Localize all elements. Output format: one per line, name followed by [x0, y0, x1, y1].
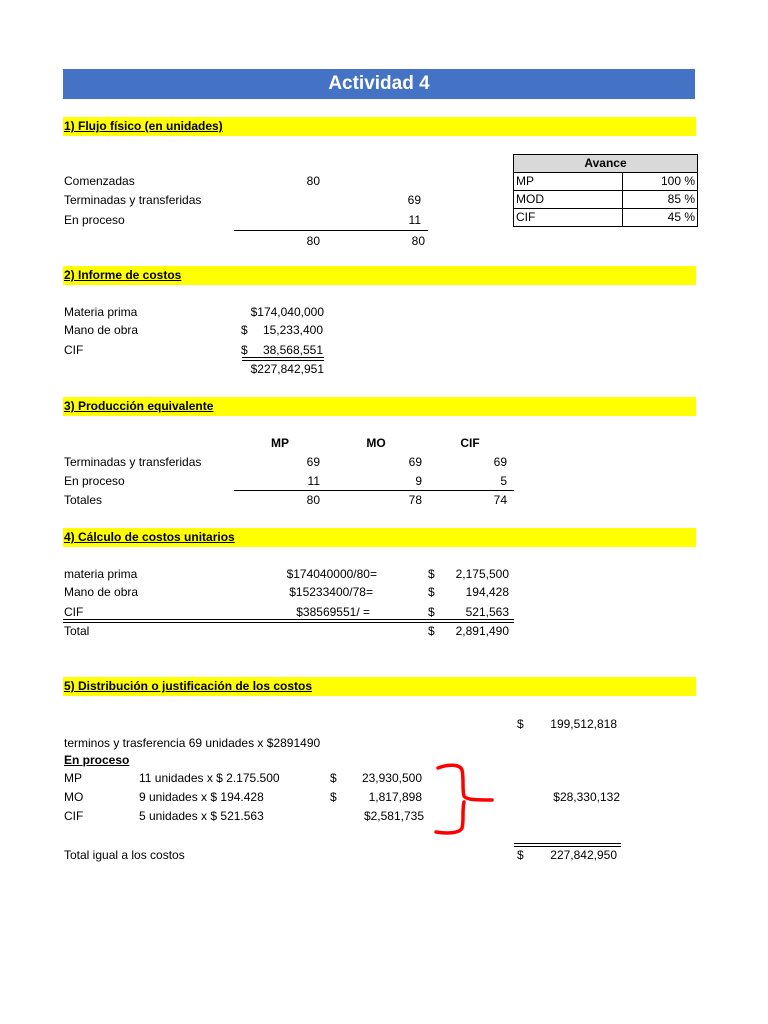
row-label-materia-prima: Materia prima — [64, 305, 138, 319]
section-heading-costos-unitarios: 4) Cálculo de costos unitarios — [63, 528, 696, 547]
cell-value: 74 — [493, 493, 507, 507]
total-value: 227,842,950 — [550, 848, 617, 862]
dollar-sign: $ — [428, 567, 435, 581]
total-informe: $227,842,951 — [250, 362, 324, 376]
dollar-sign: $ — [517, 717, 524, 731]
avance-label: MP — [514, 173, 623, 191]
row-label: Totales — [64, 493, 103, 507]
cell-value: 5 — [500, 474, 507, 488]
row-label-en-proceso: En proceso — [64, 213, 125, 227]
avance-header: Avance — [514, 155, 698, 173]
row-label: CIF — [64, 809, 84, 823]
row-label: materia prima — [64, 567, 138, 581]
row-label-comenzadas: Comenzadas — [64, 174, 135, 188]
section-heading-informe: 2) Informe de costos — [63, 266, 696, 285]
row-label: Terminadas y transferidas — [64, 455, 202, 469]
formula: $15233400/78= — [289, 585, 373, 599]
en-proceso-total: $28,330,132 — [553, 790, 620, 804]
curly-bracket-annotation — [434, 760, 496, 836]
dollar-sign: $ — [241, 323, 248, 337]
cell-value: 78 — [408, 493, 422, 507]
dollar-sign: $ — [330, 771, 337, 785]
terminadas-value: 199,512,818 — [550, 717, 617, 731]
col-header-cif: CIF — [460, 436, 480, 450]
total-label: Total igual a los costos — [64, 848, 185, 862]
cell-value: 1,817,898 — [368, 790, 422, 804]
cell-value: 69 — [493, 455, 507, 469]
total-value: 2,891,490 — [455, 624, 509, 638]
row-label: En proceso — [64, 474, 125, 488]
avance-value: 45 % — [623, 209, 698, 227]
formula: $174040000/80= — [286, 567, 377, 581]
cell-value: $2,581,735 — [363, 809, 424, 823]
section-heading-flujo: 1) Flujo físico (en unidades) — [63, 117, 696, 136]
total-col2: 80 — [411, 234, 425, 248]
value-terminadas: 69 — [407, 193, 421, 207]
cell-value: 23,930,500 — [361, 771, 422, 785]
en-proceso-label: En proceso — [64, 753, 130, 767]
row-label: CIF — [64, 605, 84, 619]
row-label-terminadas: Terminadas y transferidas — [64, 193, 202, 207]
row-label-cif: CIF — [64, 343, 84, 357]
value-comenzadas: 80 — [306, 174, 320, 188]
divider — [234, 230, 428, 231]
total-label: Total — [64, 624, 90, 638]
value-en-proceso: 11 — [408, 213, 421, 227]
section-heading-produccion: 3) Producción equivalente — [63, 397, 696, 416]
terminos-text: terminos y trasferencia 69 unidades x $2891490 — [64, 736, 321, 750]
avance-table — [513, 154, 698, 227]
cell-value: 9 — [415, 474, 422, 488]
row-label: MP — [64, 771, 82, 785]
formula: $38569551/ = — [296, 605, 370, 619]
dollar-sign: $ — [428, 605, 435, 619]
cell-value: 194,428 — [465, 585, 509, 599]
divider — [234, 490, 514, 491]
col-header-mp: MP — [271, 436, 289, 450]
col-header-mo: MO — [366, 436, 386, 450]
section-heading-distribucion: 5) Distribución o justificación de los costos — [63, 677, 696, 696]
dollar-sign: $ — [241, 343, 248, 357]
dollar-sign: $ — [428, 624, 435, 638]
row-desc: 11 unidades x $ 2.175.500 — [139, 771, 280, 785]
page-title: Actividad 4 — [63, 69, 695, 99]
cell-value: 69 — [408, 455, 422, 469]
avance-value: 85 % — [623, 191, 698, 209]
row-label-mano-obra: Mano de obra — [64, 323, 139, 337]
value-mano-obra: 15,233,400 — [262, 323, 323, 337]
value-cif: 38,568,551 — [262, 343, 323, 357]
row-label: MO — [64, 790, 84, 804]
row-label: Mano de obra — [64, 585, 139, 599]
cell-value: 69 — [306, 455, 320, 469]
total-col1: 80 — [306, 234, 320, 248]
dollar-sign: $ — [330, 790, 337, 804]
dollar-sign: $ — [428, 585, 435, 599]
cell-value: 2,175,500 — [455, 567, 509, 581]
value-materia-prima: $174,040,000 — [250, 305, 324, 319]
dollar-sign: $ — [517, 848, 524, 862]
avance-label: MOD — [514, 191, 623, 209]
cell-value: 521,563 — [465, 605, 509, 619]
row-desc: 9 unidades x $ 194.428 — [139, 790, 264, 804]
row-desc: 5 unidades x $ 521.563 — [139, 809, 264, 823]
avance-value: 100 % — [623, 173, 698, 191]
avance-label: CIF — [514, 209, 623, 227]
cell-value: 11 — [307, 474, 320, 488]
cell-value: 80 — [306, 493, 320, 507]
